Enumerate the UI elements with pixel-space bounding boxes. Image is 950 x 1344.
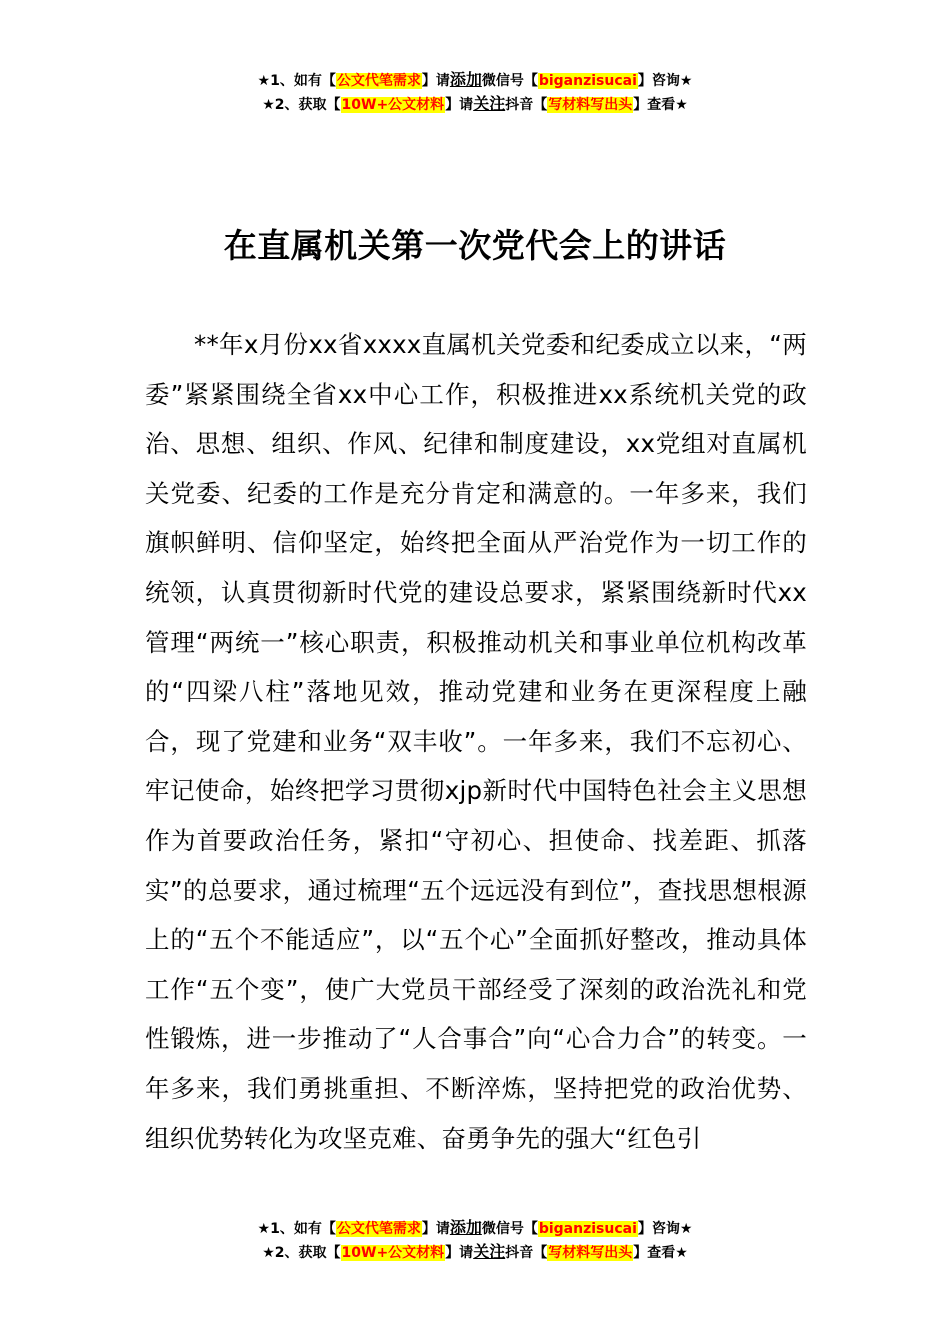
notice-text: 抖音【 xyxy=(505,97,548,113)
notice-highlight: 10W+公文材料 xyxy=(341,97,445,113)
notice-highlight: 写材料写出头 xyxy=(548,1245,633,1261)
top-notice-banner xyxy=(0,68,950,116)
notice-text: 】咨询★ xyxy=(637,73,693,89)
notice-line-1 xyxy=(0,68,950,92)
notice-text: 微信号【 xyxy=(481,73,538,89)
notice-text: 】请 xyxy=(445,1245,474,1261)
notice-text: ★1、如有【 xyxy=(257,73,336,89)
notice-highlight: biganzisucai xyxy=(538,1221,637,1237)
notice-text: 】请 xyxy=(445,97,474,113)
notice-highlight: biganzisucai xyxy=(538,73,637,89)
notice-text: 】请 xyxy=(421,1221,450,1237)
notice-emphasis: 添加 xyxy=(449,1218,482,1237)
notice-line-2 xyxy=(0,1240,950,1264)
notice-highlight: 10W+公文材料 xyxy=(341,1245,445,1261)
notice-text: ★2、获取【 xyxy=(262,97,341,113)
notice-text: 】查看★ xyxy=(633,97,688,113)
notice-text: 】查看★ xyxy=(633,1245,688,1261)
body-paragraph: **年x月份xx省xxxx直属机关党委和纪委成立以来，“两委”紧紧围绕全省xx中心工作，积极推进xx系统机关党的政治、思想、组织、作风、纪律和制度建设，xx党组对直属机关党委、纪委的工作是充分肯定和满意的。一年多来，我们旗帜鲜明、信仰坚定，始终把全面从严治党作为一切工作的统领，认真贯彻新时代党的建设总要求，紧紧围绕新时代xx管理“两统一”核心职责，积极推动机关和事业单位机构改革的“四梁八柱”落地见效，推动党建和业务在更深程度上融合，现了党建和业务“双丰收”。一年多来，我们不忘初心、牢记使命，始终把学习贯彻xjp新时代中国特色社会主义思想作为首要政治任务，紧扣“守初心、担使命、找差距、抓落实”的总要求，通过梳理“五个远远没有到位”，查找思想根源上的“五个不能适应”，以“五个心”全面抓好整改，推动具体工作“五个变”，使广大党员干部经受了深刻的政治洗礼和党性锻炼，进一步推动了“人合事合”向“心合力合”的转变。一年多来，我们勇挑重担、不断淬炼，坚持把党的政治优势、组织优势转化为攻坚克难、奋勇争先的强大“红色引 xyxy=(145,330,807,1153)
notice-text: 】请 xyxy=(421,73,450,89)
notice-emphasis: 关注 xyxy=(473,94,506,113)
notice-emphasis: 关注 xyxy=(473,1242,506,1261)
notice-text: 】咨询★ xyxy=(637,1221,693,1237)
notice-text: 抖音【 xyxy=(505,1245,548,1261)
notice-text: 微信号【 xyxy=(481,1221,538,1237)
document-title: 在直属机关第一次党代会上的讲话 xyxy=(223,226,727,265)
notice-text: ★1、如有【 xyxy=(257,1221,336,1237)
notice-emphasis: 添加 xyxy=(449,70,482,89)
notice-highlight: 写材料写出头 xyxy=(548,97,633,113)
notice-highlight: 公文代笔需求 xyxy=(336,73,421,89)
notice-text: ★2、获取【 xyxy=(262,1245,341,1261)
notice-line-1 xyxy=(0,1216,950,1240)
notice-line-2 xyxy=(0,92,950,116)
notice-highlight: 公文代笔需求 xyxy=(336,1221,421,1237)
bottom-notice-banner xyxy=(0,1216,950,1264)
